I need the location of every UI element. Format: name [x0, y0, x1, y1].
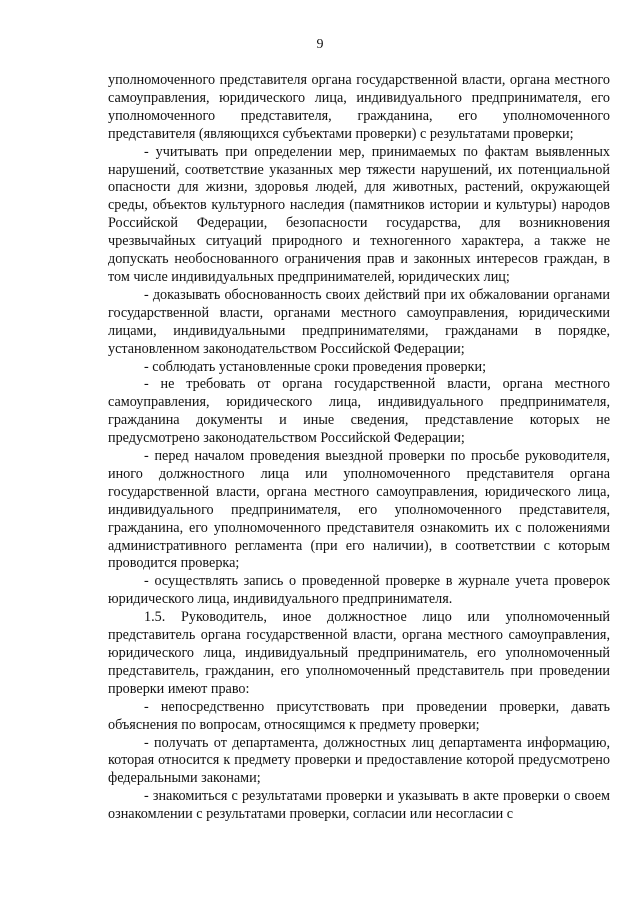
paragraph-11: - знакомиться с результатами проверки и указывать в акте проверки о своем ознакомлении с результатами проверки, согласии или несогласии с [108, 788, 610, 823]
page-number: 9 [316, 37, 324, 52]
paragraph-7: - осуществлять запись о проведенной проверке в журнале учета проверок юридического лица, индивидуального предпринимателя. [108, 573, 610, 608]
paragraph-9: - непосредственно присутствовать при проведении проверки, давать объяснения по вопросам, относящимся к предмету проверки; [108, 698, 610, 733]
paragraph-8: 1.5. Руководитель, иное должностное лицо или уполномоченный представитель органа государственной власти, органа местного самоуправления, юридического лица, индивидуальный предприниматель, его уполномоченный представитель, гражданин, его уполномоченный представитель при проведении проверки имеют право: [108, 609, 610, 697]
paragraph-5: - не требовать от органа государственной власти, органа местного самоуправления, юридического лица, индивидуального предпринимателя, гражданина документы и иные сведения, представление которых не предусмотрено законодательством Российской Федерации; [108, 376, 610, 447]
paragraph-4: - соблюдать установленные сроки проведения проверки; [144, 358, 487, 375]
paragraph-1: уполномоченного представителя органа государственной власти, органа местного самоуправления, юридического лица, индивидуального предпринимателя, его уполномоченного представителя, гражданина, его уполномоченного представителя (являющихся субъектами проверки) с результатами проверки; [108, 72, 610, 142]
paragraph-6: - перед началом проведения выездной проверки по просьбе руководителя, иного должностного лица или уполномоченного представителя органа государственной власти, органа местного самоуправления, юридического лица, индивидуального предпринимателя, его уполномоченного представителя, гражданина, его уполномоченного представителя ознакомить их с положениями административного регламента (при его наличии), в соответствии с которым проводится проверка; [108, 448, 610, 572]
paragraph-2: - учитывать при определении мер, принимаемых по фактам выявленных нарушений, соответствие указанных мер тяжести нарушений, их потенциальной опасности для жизни, здоровья людей, для животных, растений, окружающей среды, объектов культурного наследия (памятников истории и культуры) народов Российской Федерации, безопасности государства, для возникновения чрезвычайных ситуаций природного и техногенного характера, а также не допускать необоснованного ограничения прав и законных интересов граждан, в том числе индивидуальных предпринимателей, юридических лиц; [108, 143, 610, 285]
document-body [108, 72, 610, 824]
paragraph-10: - получать от департамента, должностных лиц департамента информацию, которая относится к предмету проверки и предоставление которой предусмотрено федеральными законами; [108, 734, 610, 787]
paragraph-3: - доказывать обоснованность своих действий при их обжаловании органами государственной власти, органами местного самоуправления, юридическими лицами, индивидуальными предпринимателями, гражданами в порядке, установленном законодательством Российской Федерации; [108, 286, 610, 357]
